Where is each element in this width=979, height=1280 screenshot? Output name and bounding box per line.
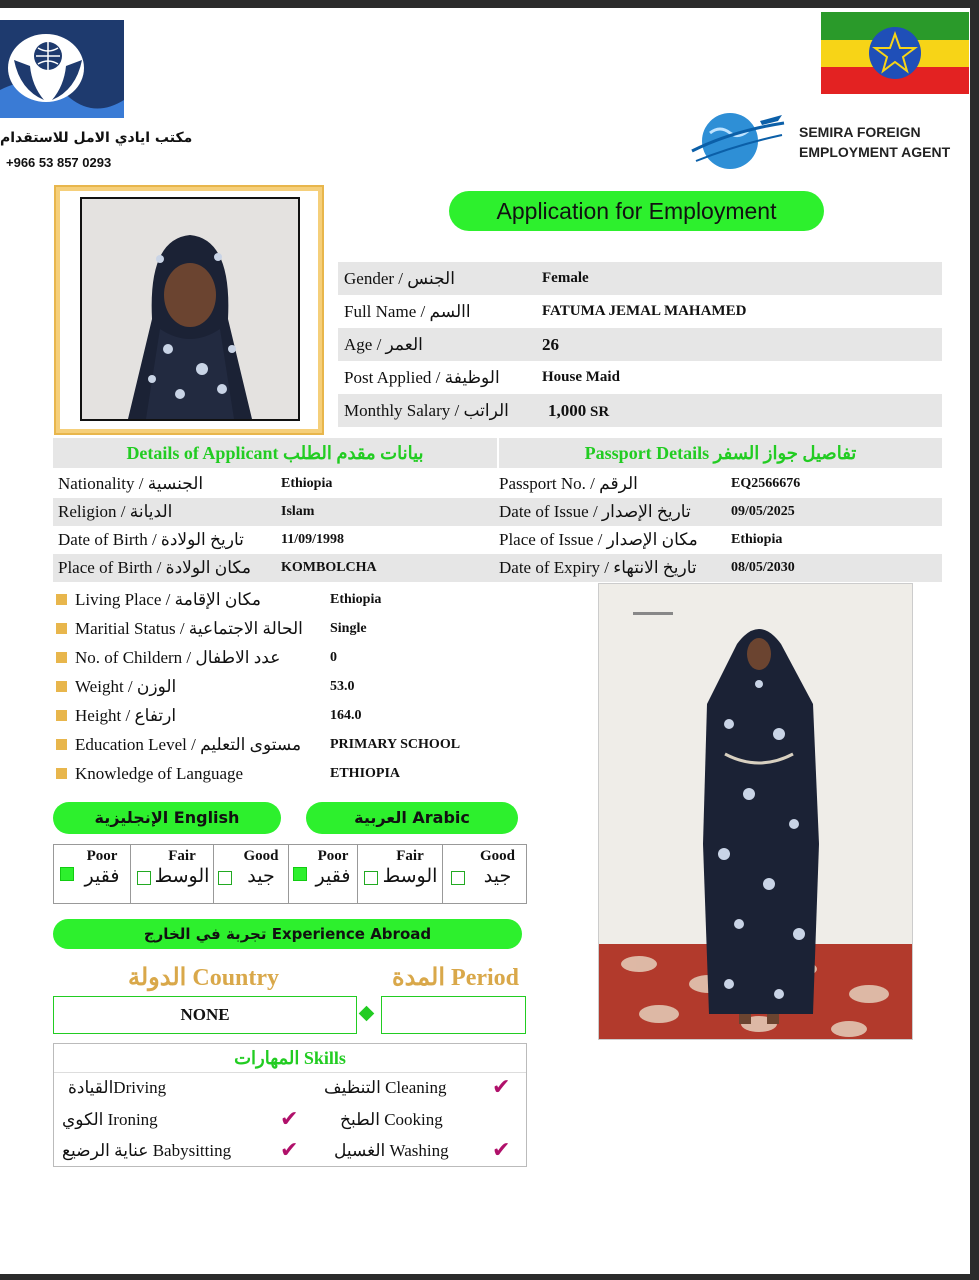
agency-right-line1: SEMIRA FOREIGN xyxy=(799,124,921,140)
english-good-cell xyxy=(214,845,288,903)
level-en: Fair xyxy=(168,848,196,864)
passport-label: Passport No. / الرقم xyxy=(499,474,638,493)
applicant-headshot xyxy=(80,197,300,421)
info-label: Age / العمر xyxy=(338,328,536,361)
table-row xyxy=(338,328,942,361)
level-en: Poor xyxy=(317,848,349,864)
ethiopia-flag-icon xyxy=(821,12,969,94)
passport-value: 09/05/2025 xyxy=(726,498,942,526)
arabic-poor-cell xyxy=(289,845,357,903)
list-value: 53.0 xyxy=(330,679,355,694)
level-ar: جيد xyxy=(483,865,512,887)
level-en: Poor xyxy=(86,848,118,864)
diamond-icon xyxy=(359,1006,375,1022)
skill-ironing: الكوي Ironing xyxy=(62,1110,158,1129)
list-label: Maritial Status / الحالة الاجتماعية xyxy=(75,619,303,638)
list-value: ETHIOPIA xyxy=(330,766,401,781)
agency-right-line2: EMPLOYMENT AGENT xyxy=(799,144,951,160)
info-value: Female xyxy=(536,262,942,295)
passport-label: Date of Issue / تاريخ الإصدار xyxy=(494,498,726,526)
bullet-icon xyxy=(56,594,67,605)
list-value: 164.0 xyxy=(330,708,362,723)
table-row xyxy=(338,262,942,295)
table-row xyxy=(338,361,942,394)
info-label: Full Name / االسم xyxy=(344,301,471,321)
list-label: Living Place / مكان الإقامة xyxy=(75,590,261,609)
level-ar: الوسط xyxy=(154,865,210,887)
level-ar: الوسط xyxy=(382,865,438,887)
passport-value: EQ2566676 xyxy=(731,476,801,491)
list-value: PRIMARY SCHOOL xyxy=(330,737,461,752)
agency-name-ar: مكتب ايادي الامل للاستقدام xyxy=(0,130,193,146)
checkmark-icon: ✔ xyxy=(280,1107,299,1132)
plane-globe-icon xyxy=(688,103,788,175)
agency-phone: +966 53 857 0293 xyxy=(6,155,112,170)
info-value: 26 xyxy=(536,328,942,361)
details-table xyxy=(53,470,942,582)
applicant-details-header: Details of Applicant بيانات مقدم الطلب xyxy=(126,443,424,463)
applicant-label: Date of Birth / تاريخ الولادة xyxy=(58,530,244,549)
checkmark-icon: ✔ xyxy=(280,1138,299,1163)
checkbox-icon[interactable] xyxy=(218,871,232,885)
applicant-value: Islam xyxy=(276,498,494,526)
list-label: Education Level / مستوى التعليم xyxy=(75,735,302,754)
info-value xyxy=(536,394,942,427)
skill-washing: الغسيل Washing xyxy=(334,1141,449,1160)
english-fair-cell xyxy=(131,845,213,903)
bullet-icon xyxy=(56,681,67,692)
applicant-value: Ethiopia xyxy=(281,476,333,491)
level-en: Good xyxy=(243,848,279,864)
table-row xyxy=(53,554,942,582)
experience-abroad-pill: تجربة في الخارج Experience Abroad xyxy=(53,919,522,949)
level-en: Fair xyxy=(396,848,424,864)
country-heading: الدولة Country xyxy=(128,965,280,991)
bullet-icon xyxy=(56,739,67,750)
table-row xyxy=(53,470,942,498)
agency-logo xyxy=(0,20,124,118)
list-item xyxy=(56,586,526,615)
applicant-label: Religion / الديانة xyxy=(53,498,276,526)
period-heading: المدة Period xyxy=(392,965,520,991)
salary-amount: 1,000 xyxy=(548,400,587,420)
personal-details-list xyxy=(56,586,526,789)
arabic-fair-cell xyxy=(358,845,442,903)
info-label: Monthly Salary / الراتب xyxy=(338,394,536,427)
list-item xyxy=(56,760,526,789)
english-language-pill: الإنجليزية English xyxy=(53,802,281,834)
bullet-icon xyxy=(56,710,67,721)
period-field xyxy=(381,996,526,1034)
table-row xyxy=(53,526,942,554)
info-value: FATUMA JEMAL MAHAMED xyxy=(542,303,747,319)
list-item xyxy=(56,731,526,760)
list-label: Height / ارتفاع xyxy=(75,706,177,725)
checkbox-icon[interactable] xyxy=(451,871,465,885)
list-label: Knowledge of Language xyxy=(75,764,244,783)
list-value: Ethiopia xyxy=(330,592,382,607)
applicant-label: Nationality / الجنسية xyxy=(58,474,204,493)
bullet-icon xyxy=(56,652,67,663)
agency-right-name xyxy=(799,122,950,162)
skills-title: المهارات Skills xyxy=(54,1044,526,1073)
applicant-value: 11/09/1998 xyxy=(281,532,345,547)
list-item xyxy=(56,615,526,644)
skill-babysitting: عناية الرضيع Babysitting xyxy=(62,1141,232,1160)
salary-unit: SR xyxy=(590,403,610,420)
passport-label: Date of Expiry / تاريخ الانتهاء xyxy=(494,554,726,582)
list-label: No. of Childern / عدد الاطفال xyxy=(75,648,281,667)
passport-details-header: Passport Details تفاصيل جواز السفر xyxy=(584,443,857,463)
checkbox-icon[interactable] xyxy=(137,871,151,885)
checkmark-icon: ✔ xyxy=(492,1138,511,1163)
list-item xyxy=(56,702,526,731)
applicant-photo-frame xyxy=(54,185,324,435)
level-ar: جيد xyxy=(247,865,275,887)
checkbox-checked-icon[interactable] xyxy=(60,867,74,881)
passport-label: Place of Issue / مكان الإصدار xyxy=(499,530,698,549)
checkbox-icon[interactable] xyxy=(364,871,378,885)
arabic-language-pill: العربية Arabic xyxy=(306,802,518,834)
bullet-icon xyxy=(56,623,67,634)
level-en: Good xyxy=(479,848,515,864)
list-value: Single xyxy=(330,621,367,636)
skill-cooking: الطبخ Cooking xyxy=(340,1110,443,1129)
section-header-row xyxy=(53,438,942,468)
applicant-label: Place of Birth / مكان الولادة xyxy=(53,554,276,582)
language-level-grid xyxy=(53,844,527,904)
skill-cleaning: التنظيف Cleaning xyxy=(324,1078,447,1097)
list-item xyxy=(56,673,526,702)
checkmark-icon: ✔ xyxy=(492,1075,511,1100)
list-label: Weight / الوزن xyxy=(75,677,177,696)
skills-box xyxy=(53,1043,527,1167)
level-ar: فقير xyxy=(84,865,120,887)
table-row xyxy=(53,498,942,526)
skill-driving: القيادةDriving xyxy=(68,1078,167,1097)
country-field: NONE xyxy=(53,996,357,1034)
info-value: House Maid xyxy=(542,369,620,385)
applicant-value: KOMBOLCHA xyxy=(276,554,494,582)
table-row xyxy=(338,295,942,328)
basic-info-table xyxy=(338,262,942,427)
checkbox-checked-icon[interactable] xyxy=(293,867,307,881)
bullet-icon xyxy=(56,768,67,779)
list-value: 0 xyxy=(330,650,337,665)
english-poor-cell xyxy=(54,845,130,903)
table-row xyxy=(338,394,942,427)
application-page xyxy=(0,8,970,1274)
arabic-good-cell xyxy=(443,845,526,903)
info-label: Post Applied / الوظيفة xyxy=(344,367,500,387)
passport-value: 08/05/2030 xyxy=(726,554,942,582)
passport-value: Ethiopia xyxy=(731,532,783,547)
info-label: Gender / الجنس xyxy=(338,262,536,295)
list-item xyxy=(56,644,526,673)
level-ar: فقير xyxy=(315,865,351,887)
form-title: Application for Employment xyxy=(449,191,824,231)
applicant-full-body-photo xyxy=(598,583,913,1040)
